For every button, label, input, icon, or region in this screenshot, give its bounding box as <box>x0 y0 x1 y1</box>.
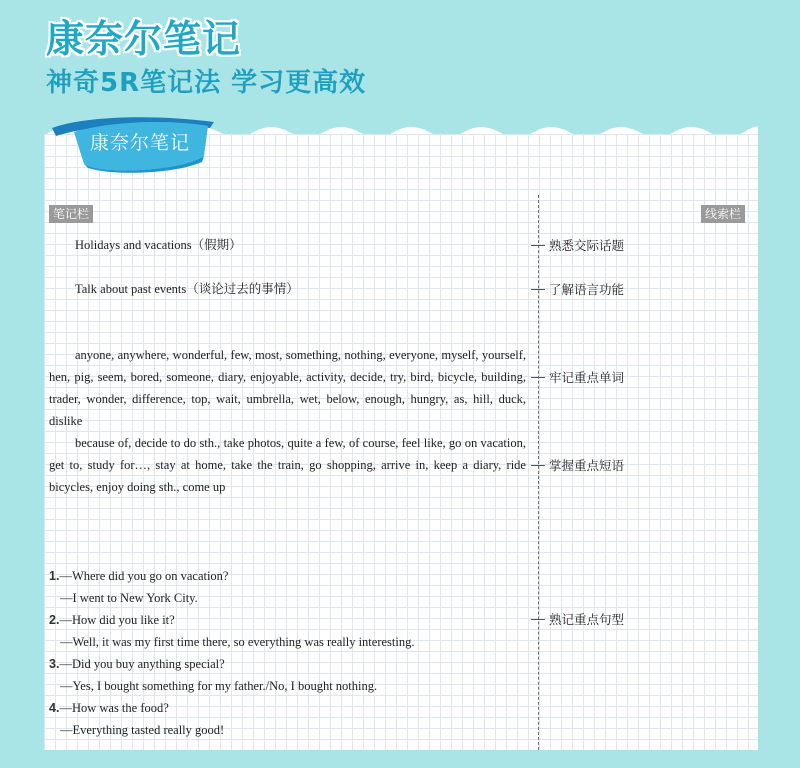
cue-label: 熟悉交际话题 <box>549 238 625 253</box>
notes-topic: Holidays and vacations（假期） <box>75 238 242 252</box>
dialogue-answer: —Everything tasted really good! <box>60 723 225 737</box>
cue-phrases <box>531 457 624 473</box>
cue-label: 了解语言功能 <box>549 282 625 297</box>
cue-tick <box>531 245 545 246</box>
dialogue-question: —How was the food? <box>59 701 169 715</box>
page-title: 康奈尔笔记 <box>46 17 242 61</box>
cue-label: 熟记重点句型 <box>549 612 625 627</box>
dialogue-number: 1. <box>49 569 60 583</box>
notes-function: Talk about past events（谈论过去的事情） <box>75 282 299 296</box>
dialogue-number: 4. <box>49 701 60 715</box>
cue-tick <box>531 289 545 290</box>
dialogue-answer: —I went to New York City. <box>60 591 198 605</box>
dialogue-answer: —Yes, I bought something for my father./No, I bought nothing. <box>60 679 378 693</box>
cue-sentences <box>531 611 624 627</box>
dialogue-2 <box>49 609 526 653</box>
dialogue-4 <box>49 697 526 741</box>
cue-tick <box>531 619 545 620</box>
dialogue-question: —Did you buy anything special? <box>59 657 225 671</box>
cue-function <box>531 281 624 297</box>
notes-column-tag: 笔记栏 <box>49 205 93 223</box>
dialogue-number: 2. <box>49 613 60 627</box>
notes-key-phrases: because of, decide to do sth., take photos, quite a few, of course, feel like, go on vacation, get to, study for…, stay at home, take the train, go shopping, arrive in, keep a diary, ride bicycles, enjoy doing sth., come up <box>49 436 526 494</box>
notes-key-words: anyone, anywhere, wonderful, few, most, something, nothing, everyone, myself, yourself, hen, pig, seem, bored, someone, diary, enjoyable, activity, decide, try, bird, bicycle, building, trader, wonder, difference, top, wait, umbrella, wet, below, enough, hungry, as, hill, duck, dislike <box>49 348 526 428</box>
cue-label: 牢记重点单词 <box>549 370 625 385</box>
cue-words <box>531 369 624 385</box>
cue-topic <box>531 237 624 253</box>
notes-dialogues <box>49 565 526 741</box>
page-subtitle: 神奇5R笔记法 学习更高效 <box>46 68 367 98</box>
cue-label: 掌握重点短语 <box>549 458 625 473</box>
dialogue-answer: —Well, it was my first time there, so everything was really interesting. <box>60 635 415 649</box>
dialogue-question: —Where did you go on vacation? <box>59 569 229 583</box>
dialogue-3 <box>49 653 526 697</box>
dialogue-1 <box>49 565 526 609</box>
cues-column-tag: 线索栏 <box>701 205 745 223</box>
ribbon-label: 康奈尔笔记 <box>90 132 191 154</box>
cue-tick <box>531 377 545 378</box>
dialogue-question: —How did you like it? <box>59 613 175 627</box>
dialogue-number: 3. <box>49 657 60 671</box>
cue-tick <box>531 465 545 466</box>
